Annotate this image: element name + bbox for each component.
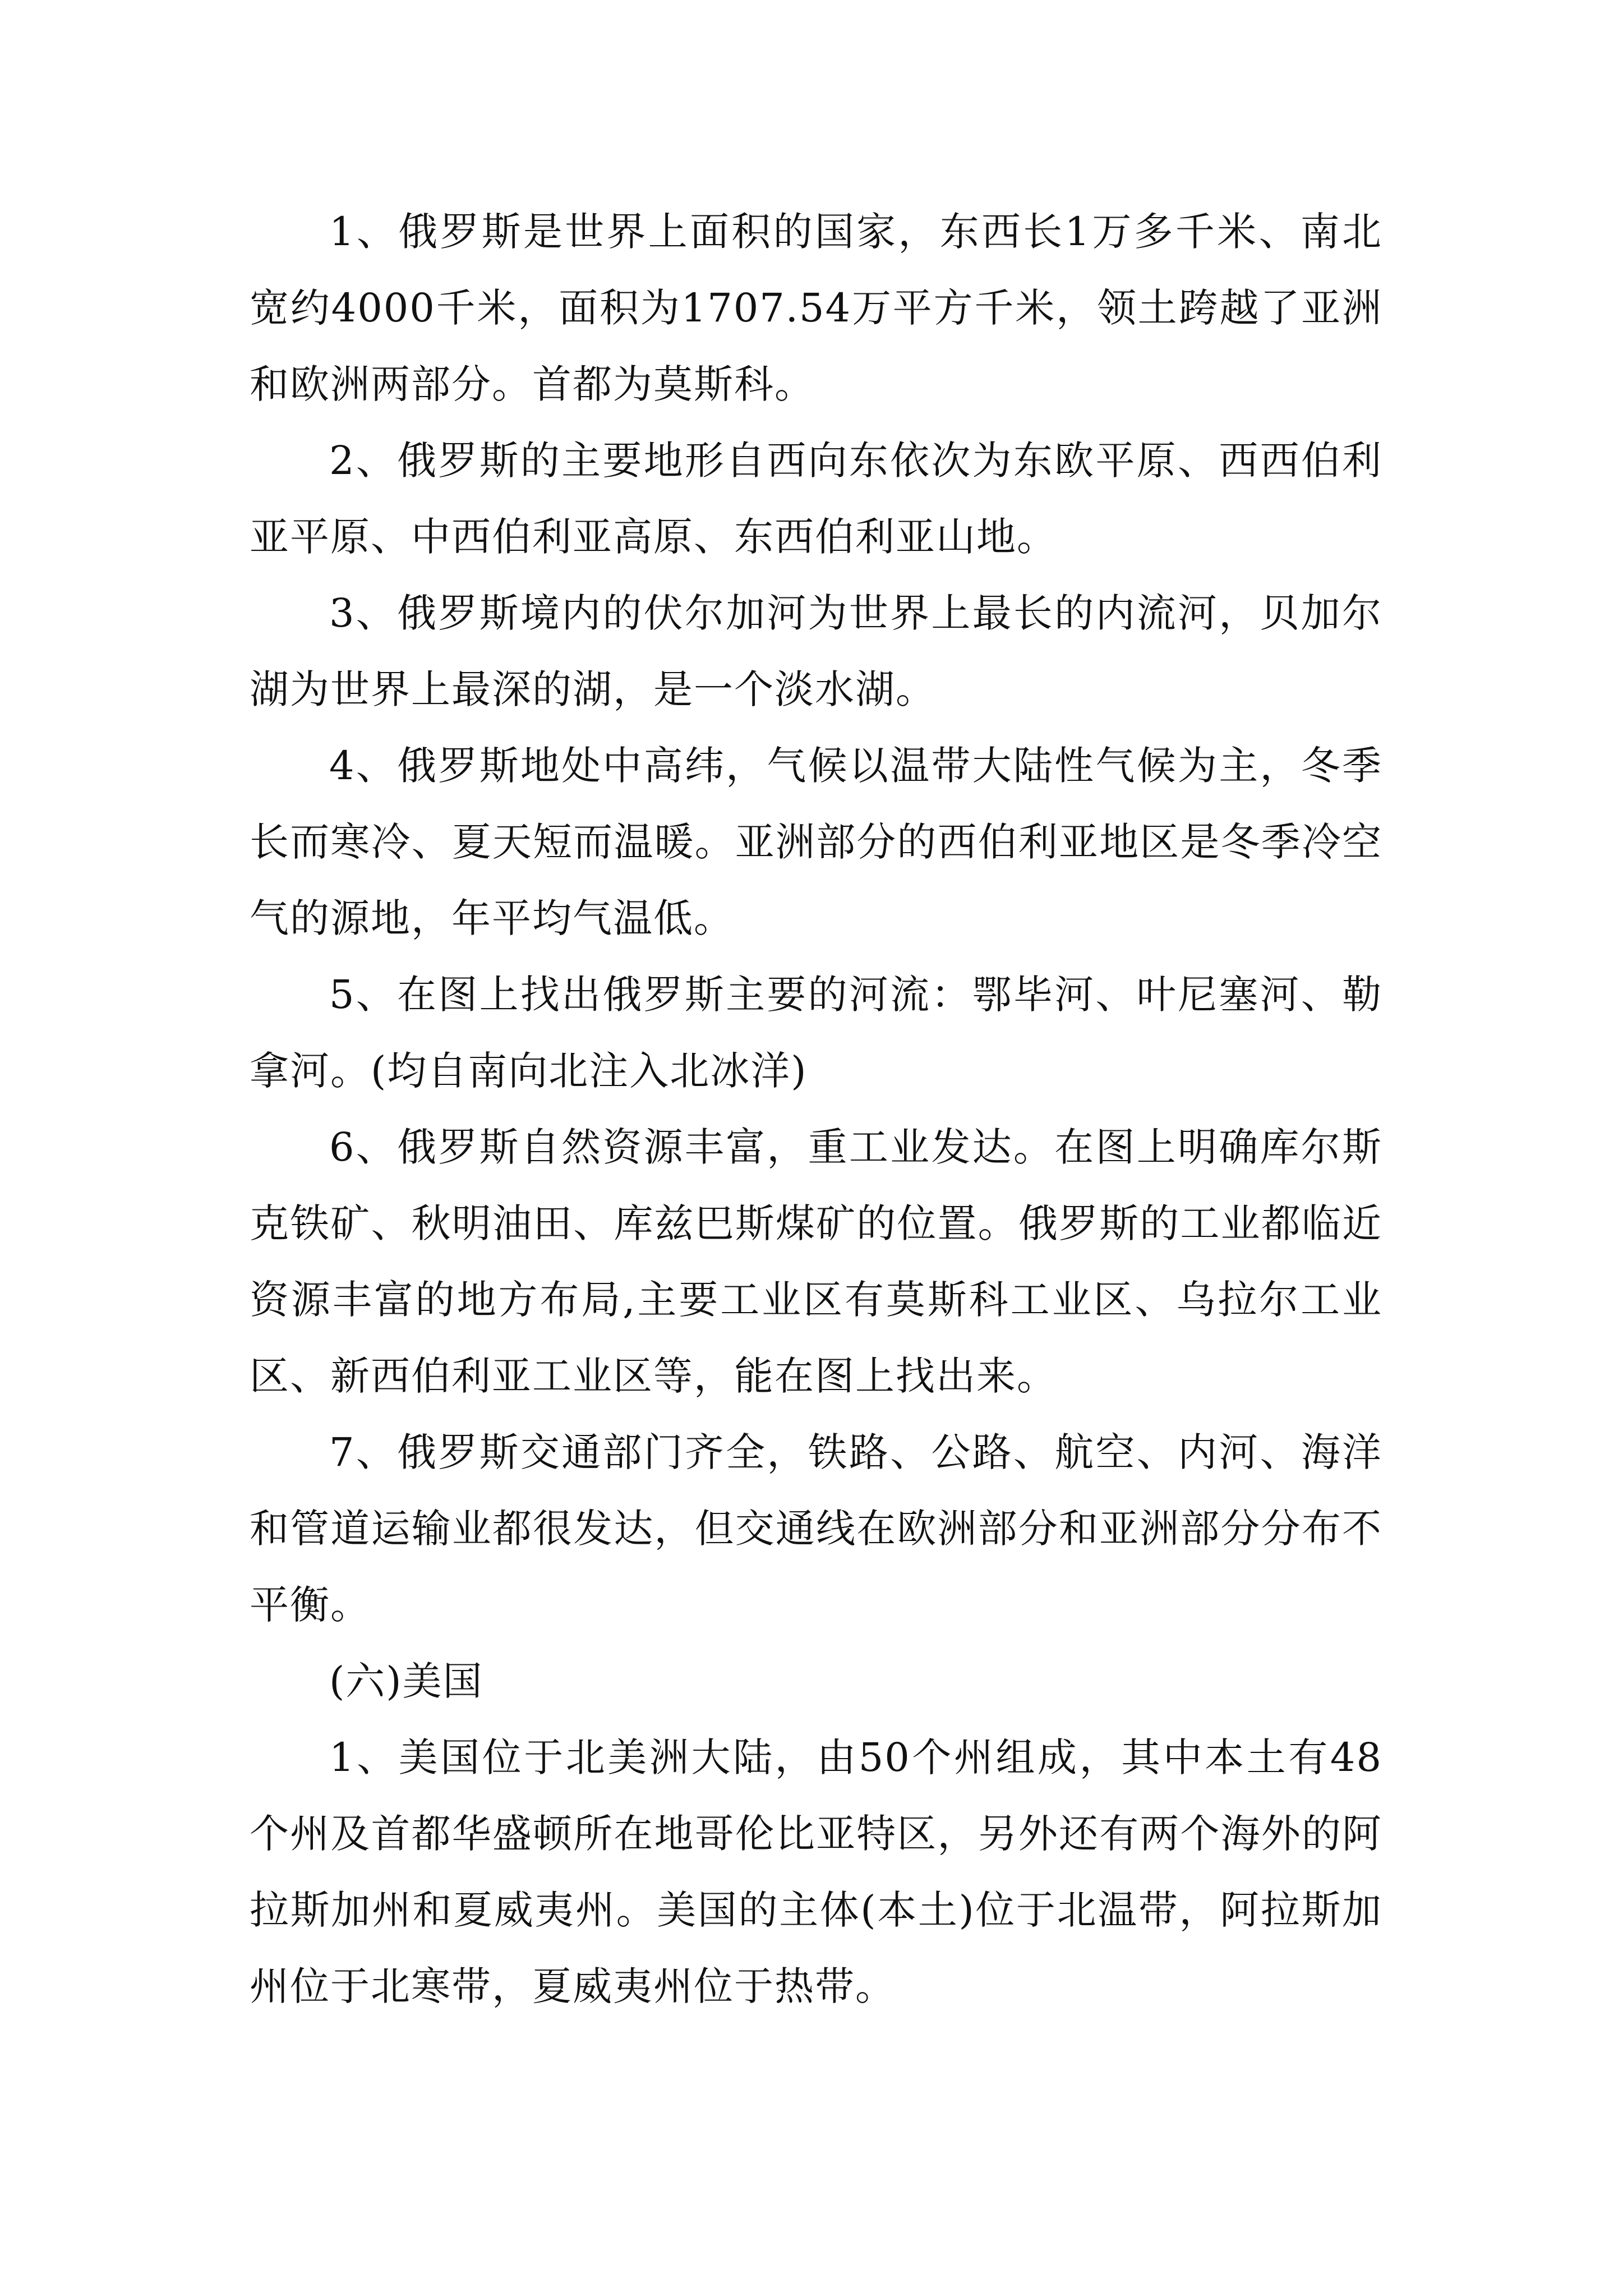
document-body — [250, 194, 1382, 2024]
paragraph-russia-climate: 4、俄罗斯地处中高纬，气候以温带大陆性气候为主，冬季长而寒冷、夏天短而温暖。亚洲部分的西伯利亚地区是冬季冷空气的源地，年平均气温低。 — [250, 743, 1382, 941]
paragraph-russia-terrain: 2、俄罗斯的主要地形自西向东依次为东欧平原、西西伯利亚平原、中西伯利亚高原、东西伯利亚山地。 — [250, 438, 1382, 560]
section-heading-usa: (六)美国 — [329, 1658, 483, 1704]
paragraph-russia-transport: 7、俄罗斯交通部门齐全，铁路、公路、航空、内河、海洋和管道运输业都很发达，但交通线在欧洲部分和亚洲部分分布不平衡。 — [250, 1429, 1382, 1628]
paragraph-russia-rivers-lakes: 3、俄罗斯境内的伏尔加河为世界上最长的内流河，贝加尔湖为世界上最深的湖，是一个淡水湖。 — [250, 590, 1382, 712]
paragraph-usa-location: 1、美国位于北美洲大陆，由50个州组成，其中本土有48个州及首都华盛顿所在地哥伦比亚特区，另外还有两个海外的阿拉斯加州和夏威夷州。美国的主体(本土)位于北温带，阿拉斯加州位于北寒带，夏威夷州位于热带。 — [250, 1734, 1382, 2009]
paragraph-russia-industry: 6、俄罗斯自然资源丰富，重工业发达。在图上明确库尔斯克铁矿、秋明油田、库兹巴斯煤矿的位置。俄罗斯的工业都临近资源丰富的地方布局,主要工业区有莫斯科工业区、乌拉尔工业区、新西伯利亚工业区等，能在图上找出来。 — [250, 1124, 1382, 1399]
paragraph-russia-main-rivers: 5、在图上找出俄罗斯主要的河流：鄂毕河、叶尼塞河、勒拿河。(均自南向北注入北冰洋) — [250, 972, 1382, 1094]
paragraph-russia-area: 1、俄罗斯是世界上面积的国家，东西长1万多千米、南北宽约4000千米，面积为1707.54万平方千米，领土跨越了亚洲和欧洲两部分。首都为莫斯科。 — [250, 209, 1382, 407]
